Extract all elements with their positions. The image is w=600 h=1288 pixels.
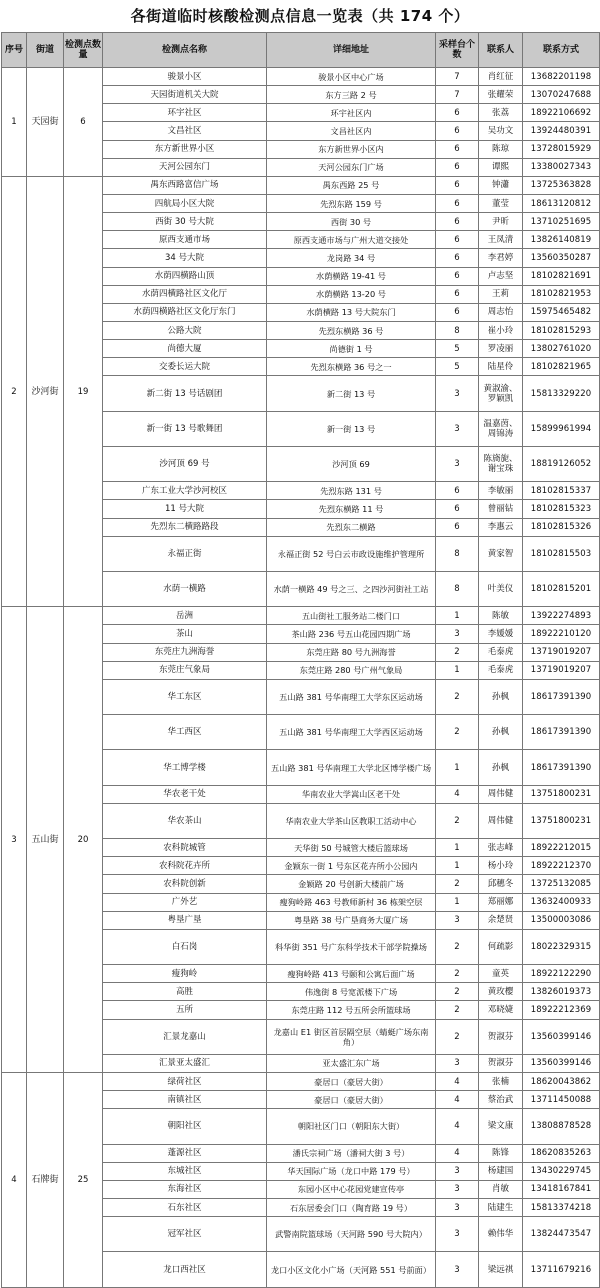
desk-count: 1 <box>436 857 479 875</box>
checkpoint-count: 20 <box>64 607 103 1073</box>
desk-count: 3 <box>436 911 479 929</box>
checkpoint-name: 天河公园东门 <box>103 158 267 176</box>
contact-phone: 13802761020 <box>523 340 600 358</box>
contact-phone: 18617391390 <box>523 679 600 714</box>
checkpoint-address: 文昌社区内 <box>267 122 436 140</box>
contact-person: 黄淑渝、罗颖凯 <box>479 376 523 411</box>
contact-phone: 18922212369 <box>523 1001 600 1019</box>
contact-phone: 13430229745 <box>523 1162 600 1180</box>
contact-person: 张楠 <box>479 1073 523 1091</box>
checkpoint-name: 天园街道机关大院 <box>103 86 267 104</box>
contact-person: 梁文康 <box>479 1109 523 1144</box>
checkpoint-name: 绿荷社区 <box>103 1073 267 1091</box>
checkpoint-address: 骏景小区中心广场 <box>267 68 436 86</box>
contact-phone: 13824473547 <box>523 1217 600 1252</box>
checkpoint-name: 沙河顶 69 号 <box>103 446 267 481</box>
checkpoint-address: 天华街 50 号城管大楼后篮球场 <box>267 839 436 857</box>
table-body <box>2 68 600 1288</box>
checkpoint-name: 永福正街 <box>103 536 267 571</box>
contact-person: 温嘉茵、周锦涛 <box>479 411 523 446</box>
checkpoint-address: 五山路 381 号华南理工大学西区运动场 <box>267 715 436 750</box>
checkpoint-address: 东莞庄路 280 号广州气象局 <box>267 661 436 679</box>
checkpoint-name: 尚德大厦 <box>103 340 267 358</box>
checkpoint-address: 龙口小区文化小广场（天河路 551 号前面） <box>267 1252 436 1287</box>
desk-count: 6 <box>436 158 479 176</box>
contact-person: 陈锋 <box>479 1144 523 1162</box>
desk-count: 3 <box>436 1199 479 1217</box>
contact-phone: 18022329315 <box>523 929 600 964</box>
contact-person: 杨建国 <box>479 1162 523 1180</box>
contact-phone: 18922212015 <box>523 839 600 857</box>
contact-phone: 13711450088 <box>523 1091 600 1109</box>
contact-person: 王莉 <box>479 285 523 303</box>
desk-count: 3 <box>436 1180 479 1198</box>
street-name: 沙河街 <box>27 176 64 606</box>
contact-person: 童英 <box>479 965 523 983</box>
contact-person: 陆建生 <box>479 1199 523 1217</box>
desk-count: 3 <box>436 376 479 411</box>
checkpoint-address: 东莞庄路 80 号九洲海誉 <box>267 643 436 661</box>
desk-count: 1 <box>436 750 479 785</box>
contact-person: 黄家智 <box>479 536 523 571</box>
contact-person: 董莹 <box>479 194 523 212</box>
checkpoint-address: 金颖路 20 号创新大楼前广场 <box>267 875 436 893</box>
contact-person: 邱穗冬 <box>479 875 523 893</box>
checkpoint-address: 石东居委会门口（陶育路 19 号） <box>267 1199 436 1217</box>
checkpoint-address: 东莞庄路 112 号五所会所篮球场 <box>267 1001 436 1019</box>
contact-person: 贺淑芬 <box>479 1019 523 1054</box>
checkpoint-address: 华南农业大学茶山区教职工活动中心 <box>267 803 436 838</box>
contact-person: 肖红征 <box>479 68 523 86</box>
contact-phone: 18617391390 <box>523 715 600 750</box>
contact-phone: 13632400933 <box>523 893 600 911</box>
contact-phone: 13924480391 <box>523 122 600 140</box>
checkpoint-name: 华工博学楼 <box>103 750 267 785</box>
checkpoint-address: 先烈东路 131 号 <box>267 482 436 500</box>
desk-count: 2 <box>436 929 479 964</box>
checkpoint-name: 南镇社区 <box>103 1091 267 1109</box>
checkpoint-name: 西街 30 号大院 <box>103 213 267 231</box>
checkpoint-address: 先烈东二横路 <box>267 518 436 536</box>
checkpoint-name: 广东工业大学沙河校区 <box>103 482 267 500</box>
checkpoint-name: 水荫四横路社区文化厅东门 <box>103 303 267 321</box>
contact-person: 郑丽娜 <box>479 893 523 911</box>
checkpoint-address: 新一街 13 号 <box>267 411 436 446</box>
desk-count: 1 <box>436 839 479 857</box>
checkpoint-name: 原西支通市场 <box>103 231 267 249</box>
checkpoint-name: 粤垦广垦 <box>103 911 267 929</box>
checkpoint-name: 禺东西路富信广场 <box>103 176 267 194</box>
contact-phone: 13560399146 <box>523 1054 600 1072</box>
contact-person: 周伟健 <box>479 785 523 803</box>
checkpoint-name: 新一街 13 号歌舞团 <box>103 411 267 446</box>
desk-count: 1 <box>436 607 479 625</box>
desk-count: 6 <box>436 518 479 536</box>
checkpoint-address: 水荫横路 13-20 号 <box>267 285 436 303</box>
contact-person: 张志峰 <box>479 839 523 857</box>
desk-count: 3 <box>436 1252 479 1287</box>
contact-person: 叶美仪 <box>479 572 523 607</box>
contact-phone: 18102815326 <box>523 518 600 536</box>
contact-person: 卢志坚 <box>479 267 523 285</box>
checkpoint-address: 禺东西路 25 号 <box>267 176 436 194</box>
desk-count: 7 <box>436 68 479 86</box>
street-name: 五山街 <box>27 607 64 1073</box>
desk-count: 4 <box>436 1144 479 1162</box>
contact-person: 肖敏 <box>479 1180 523 1198</box>
desk-count: 6 <box>436 500 479 518</box>
contact-person: 余楚贤 <box>479 911 523 929</box>
contact-phone: 13710251695 <box>523 213 600 231</box>
contact-phone: 18922106692 <box>523 104 600 122</box>
contact-person: 周伟健 <box>479 803 523 838</box>
contact-person: 李君婷 <box>479 249 523 267</box>
header-row <box>2 33 600 68</box>
contact-person: 蔡治武 <box>479 1091 523 1109</box>
header-count: 检测点数量 <box>64 33 103 68</box>
contact-phone: 18102815201 <box>523 572 600 607</box>
contact-person: 周志怡 <box>479 303 523 321</box>
contact-person: 陈琼 <box>479 140 523 158</box>
checkpoint-name: 东城社区 <box>103 1162 267 1180</box>
checkpoint-address: 五山路 381 号华南理工大学东区运动场 <box>267 679 436 714</box>
contact-phone: 18102821965 <box>523 358 600 376</box>
checkpoint-address: 先烈东横路 11 号 <box>267 500 436 518</box>
desk-count: 6 <box>436 249 479 267</box>
group-number: 4 <box>2 1073 27 1288</box>
contact-person: 张荔 <box>479 104 523 122</box>
desk-count: 2 <box>436 875 479 893</box>
contact-person: 谭熙 <box>479 158 523 176</box>
checkpoint-name: 五所 <box>103 1001 267 1019</box>
contact-person: 张耀荣 <box>479 86 523 104</box>
desk-count: 3 <box>436 625 479 643</box>
checkpoint-address: 茶山路 236 号五山花园四期广场 <box>267 625 436 643</box>
checkpoint-address: 沙河顶 69 <box>267 446 436 481</box>
contact-phone: 13826019373 <box>523 983 600 1001</box>
desk-count: 6 <box>436 194 479 212</box>
checkpoint-name: 朝阳社区 <box>103 1109 267 1144</box>
contact-phone: 13560399146 <box>523 1019 600 1054</box>
desk-count: 1 <box>436 893 479 911</box>
checkpoint-name: 东莞庄九洲海誉 <box>103 643 267 661</box>
checkpoint-address: 华天国际广场（龙口中路 179 号） <box>267 1162 436 1180</box>
checkpoint-name: 茶山 <box>103 625 267 643</box>
contact-phone: 13751800231 <box>523 785 600 803</box>
checkpoint-name: 新二街 13 号话剧团 <box>103 376 267 411</box>
checkpoint-address: 天河公园东门广场 <box>267 158 436 176</box>
contact-phone: 15899961994 <box>523 411 600 446</box>
checkpoint-address: 先烈东路 159 号 <box>267 194 436 212</box>
checkpoint-address: 科华街 351 号广东科学技术干部学院操场 <box>267 929 436 964</box>
checkpoint-name: 农科院花卉所 <box>103 857 267 875</box>
checkpoint-name: 广外艺 <box>103 893 267 911</box>
desk-count: 2 <box>436 1019 479 1054</box>
checkpoint-name: 岳洲 <box>103 607 267 625</box>
contact-phone: 13922274893 <box>523 607 600 625</box>
contact-person: 杨小玲 <box>479 857 523 875</box>
contact-phone: 18102821953 <box>523 285 600 303</box>
checkpoint-address: 水荫横路 19-41 号 <box>267 267 436 285</box>
checkpoint-name: 华工东区 <box>103 679 267 714</box>
checkpoint-address: 华南农业大学嵩山区老干处 <box>267 785 436 803</box>
contact-person: 陆星伶 <box>479 358 523 376</box>
desk-count: 4 <box>436 1073 479 1091</box>
desk-count: 3 <box>436 446 479 481</box>
checkpoint-address: 环宇社区内 <box>267 104 436 122</box>
contact-phone: 13808878528 <box>523 1109 600 1144</box>
checkpoint-count: 6 <box>64 68 103 177</box>
contact-person: 崔小玲 <box>479 321 523 339</box>
checkpoint-count: 19 <box>64 176 103 606</box>
checkpoint-address: 新二街 13 号 <box>267 376 436 411</box>
checkpoint-address: 豪居口（豪居大街） <box>267 1091 436 1109</box>
desk-count: 6 <box>436 122 479 140</box>
checkpoint-name: 东方新世界小区 <box>103 140 267 158</box>
desk-count: 6 <box>436 213 479 231</box>
checkpoint-address: 东方新世界小区内 <box>267 140 436 158</box>
checkpoint-address: 尚德街 1 号 <box>267 340 436 358</box>
checkpoint-address: 东方三路 2 号 <box>267 86 436 104</box>
contact-person: 吴功文 <box>479 122 523 140</box>
checkpoint-count: 25 <box>64 1073 103 1288</box>
checkpoint-name: 冠军社区 <box>103 1217 267 1252</box>
checkpoint-address: 水荫横路 13 号大院东门 <box>267 303 436 321</box>
contact-phone: 13560350287 <box>523 249 600 267</box>
contact-phone: 13719019207 <box>523 661 600 679</box>
checkpoint-name: 文昌社区 <box>103 122 267 140</box>
checkpoint-name: 石东社区 <box>103 1199 267 1217</box>
desk-count: 1 <box>436 661 479 679</box>
checkpoint-address: 亚太盛汇东广场 <box>267 1054 436 1072</box>
checkpoint-table <box>1 32 600 1288</box>
contact-person: 钟瀟 <box>479 176 523 194</box>
contact-person: 孙枫 <box>479 679 523 714</box>
contact-phone: 18613120812 <box>523 194 600 212</box>
checkpoint-name: 水荫四横路社区文化厅 <box>103 285 267 303</box>
header-name: 检测点名称 <box>103 33 267 68</box>
contact-phone: 18102815293 <box>523 321 600 339</box>
desk-count: 4 <box>436 1109 479 1144</box>
desk-count: 6 <box>436 482 479 500</box>
header-street: 街道 <box>27 33 64 68</box>
header-address: 详细地址 <box>267 33 436 68</box>
contact-phone: 13826140819 <box>523 231 600 249</box>
desk-count: 2 <box>436 1001 479 1019</box>
checkpoint-name: 环宇社区 <box>103 104 267 122</box>
checkpoint-address: 水荫一横路 49 号之三、之四沙河街社工站 <box>267 572 436 607</box>
contact-person: 贺淑芬 <box>479 1054 523 1072</box>
contact-person: 何疏影 <box>479 929 523 964</box>
checkpoint-name: 蓬源社区 <box>103 1144 267 1162</box>
contact-person: 罗凌丽 <box>479 340 523 358</box>
contact-phone: 18922212370 <box>523 857 600 875</box>
checkpoint-address: 先烈东横路 36 号之一 <box>267 358 436 376</box>
contact-phone: 13751800231 <box>523 803 600 838</box>
checkpoint-name: 水荫四横路山顶 <box>103 267 267 285</box>
contact-phone: 15813329220 <box>523 376 600 411</box>
desk-count: 3 <box>436 1054 479 1072</box>
contact-phone: 18102815503 <box>523 536 600 571</box>
contact-phone: 18620043862 <box>523 1073 600 1091</box>
contact-person: 陈旖旎、谢宝珠 <box>479 446 523 481</box>
checkpoint-address: 五山街社工服务站二楼门口 <box>267 607 436 625</box>
contact-person: 李惠云 <box>479 518 523 536</box>
header-phone: 联系方式 <box>523 33 600 68</box>
desk-count: 6 <box>436 140 479 158</box>
checkpoint-name: 骏景小区 <box>103 68 267 86</box>
checkpoint-name: 瘦狗岭 <box>103 965 267 983</box>
desk-count: 2 <box>436 983 479 1001</box>
contact-phone: 18102815323 <box>523 500 600 518</box>
group-number: 2 <box>2 176 27 606</box>
checkpoint-address: 伟逸街 8 号宽派楼下广场 <box>267 983 436 1001</box>
contact-phone: 18102815337 <box>523 482 600 500</box>
checkpoint-name: 华农老干处 <box>103 785 267 803</box>
checkpoint-name: 公路大院 <box>103 321 267 339</box>
contact-person: 孙枫 <box>479 715 523 750</box>
table-row <box>2 68 600 86</box>
checkpoint-address: 永福正街 52 号白云市政设施维护管理所 <box>267 536 436 571</box>
checkpoint-address: 先烈东横路 36 号 <box>267 321 436 339</box>
street-name: 石牌街 <box>27 1073 64 1288</box>
header-desks: 采样台个数 <box>436 33 479 68</box>
checkpoint-address: 瘦狗岭路 463 号教师新村 36 栋架空层 <box>267 893 436 911</box>
checkpoint-name: 农科院城管 <box>103 839 267 857</box>
contact-phone: 13728015929 <box>523 140 600 158</box>
checkpoint-name: 汇景亚太盛汇 <box>103 1054 267 1072</box>
contact-phone: 13711679216 <box>523 1252 600 1287</box>
contact-phone: 18819126052 <box>523 446 600 481</box>
desk-count: 6 <box>436 176 479 194</box>
checkpoint-name: 汇景龙嘉山 <box>103 1019 267 1054</box>
contact-person: 陈敏 <box>479 607 523 625</box>
contact-phone: 18922122290 <box>523 965 600 983</box>
desk-count: 2 <box>436 643 479 661</box>
page-title: 各街道临时核酸检测点信息一览表（共 174 个） <box>130 7 470 25</box>
checkpoint-address: 龙岗路 34 号 <box>267 249 436 267</box>
checkpoint-name: 水荫一横路 <box>103 572 267 607</box>
table-row <box>2 176 600 194</box>
checkpoint-name: 高胜 <box>103 983 267 1001</box>
contact-phone: 13719019207 <box>523 643 600 661</box>
checkpoint-name: 34 号大院 <box>103 249 267 267</box>
header-contact: 联系人 <box>479 33 523 68</box>
desk-count: 7 <box>436 86 479 104</box>
desk-count: 4 <box>436 1091 479 1109</box>
desk-count: 8 <box>436 572 479 607</box>
checkpoint-address: 粤垦路 38 号广垦商务大厦广场 <box>267 911 436 929</box>
contact-phone: 13500003086 <box>523 911 600 929</box>
desk-count: 5 <box>436 340 479 358</box>
checkpoint-name: 东海社区 <box>103 1180 267 1198</box>
desk-count: 4 <box>436 785 479 803</box>
desk-count: 6 <box>436 285 479 303</box>
checkpoint-name: 华农茶山 <box>103 803 267 838</box>
checkpoint-address: 瘦狗岭路 413 号颐和公寓后面广场 <box>267 965 436 983</box>
contact-person: 毛泰虎 <box>479 643 523 661</box>
checkpoint-name: 11 号大院 <box>103 500 267 518</box>
contact-phone: 13725363828 <box>523 176 600 194</box>
checkpoint-name: 交委长运大院 <box>103 358 267 376</box>
checkpoint-name: 四航局小区大院 <box>103 194 267 212</box>
contact-person: 毛泰虎 <box>479 661 523 679</box>
contact-phone: 18617391390 <box>523 750 600 785</box>
desk-count: 2 <box>436 715 479 750</box>
checkpoint-address: 金颖东一街 1 号东区花卉所小公园内 <box>267 857 436 875</box>
contact-phone: 13380027343 <box>523 158 600 176</box>
contact-phone: 18102821691 <box>523 267 600 285</box>
contact-phone: 13070247688 <box>523 86 600 104</box>
desk-count: 3 <box>436 1217 479 1252</box>
contact-person: 孙枫 <box>479 750 523 785</box>
checkpoint-name: 华工西区 <box>103 715 267 750</box>
group-number: 3 <box>2 607 27 1073</box>
contact-phone: 13418167841 <box>523 1180 600 1198</box>
desk-count: 8 <box>436 536 479 571</box>
desk-count: 5 <box>436 358 479 376</box>
checkpoint-name: 农科院创新 <box>103 875 267 893</box>
contact-person: 赖伟华 <box>479 1217 523 1252</box>
contact-phone: 18922210120 <box>523 625 600 643</box>
checkpoint-name: 先烈东二横路路段 <box>103 518 267 536</box>
contact-phone: 13725132085 <box>523 875 600 893</box>
contact-phone: 13682201198 <box>523 68 600 86</box>
street-name: 天园街 <box>27 68 64 177</box>
checkpoint-address: 豪居口（豪居大街） <box>267 1073 436 1091</box>
desk-count: 6 <box>436 104 479 122</box>
contact-person: 李敏丽 <box>479 482 523 500</box>
checkpoint-address: 武警南院篮球场（天河路 590 号大院内） <box>267 1217 436 1252</box>
desk-count: 2 <box>436 965 479 983</box>
desk-count: 3 <box>436 1162 479 1180</box>
checkpoint-address: 原西支通市场与广州大道交接处 <box>267 231 436 249</box>
contact-person: 王凤清 <box>479 231 523 249</box>
desk-count: 8 <box>436 321 479 339</box>
group-number: 1 <box>2 68 27 177</box>
desk-count: 6 <box>436 267 479 285</box>
contact-phone: 18620835263 <box>523 1144 600 1162</box>
contact-person: 曾丽钻 <box>479 500 523 518</box>
contact-phone: 15813374218 <box>523 1199 600 1217</box>
contact-phone: 15975465482 <box>523 303 600 321</box>
desk-count: 2 <box>436 679 479 714</box>
desk-count: 6 <box>436 231 479 249</box>
checkpoint-address: 潘氏宗祠广场（潘祠大街 3 号） <box>267 1144 436 1162</box>
header-no: 序号 <box>2 33 27 68</box>
contact-person: 邓晓婕 <box>479 1001 523 1019</box>
table-row <box>2 1073 600 1091</box>
contact-person: 梁远祺 <box>479 1252 523 1287</box>
checkpoint-address: 五山路 381 号华南理工大学北区博学楼广场 <box>267 750 436 785</box>
checkpoint-address: 龙嘉山 E1 街区首层隔空层（蜻蜓广场东南角） <box>267 1019 436 1054</box>
contact-person: 尹昕 <box>479 213 523 231</box>
checkpoint-name: 东莞庄气象局 <box>103 661 267 679</box>
contact-person: 李媛媛 <box>479 625 523 643</box>
desk-count: 2 <box>436 803 479 838</box>
contact-person: 黄玫樱 <box>479 983 523 1001</box>
checkpoint-address: 朝阳社区门口（朝阳东大街） <box>267 1109 436 1144</box>
table-row <box>2 607 600 625</box>
desk-count: 3 <box>436 411 479 446</box>
checkpoint-name: 白石岗 <box>103 929 267 964</box>
checkpoint-address: 东园小区中心花园党建宣传亭 <box>267 1180 436 1198</box>
desk-count: 6 <box>436 303 479 321</box>
checkpoint-name: 龙口西社区 <box>103 1252 267 1287</box>
checkpoint-address: 西街 30 号 <box>267 213 436 231</box>
